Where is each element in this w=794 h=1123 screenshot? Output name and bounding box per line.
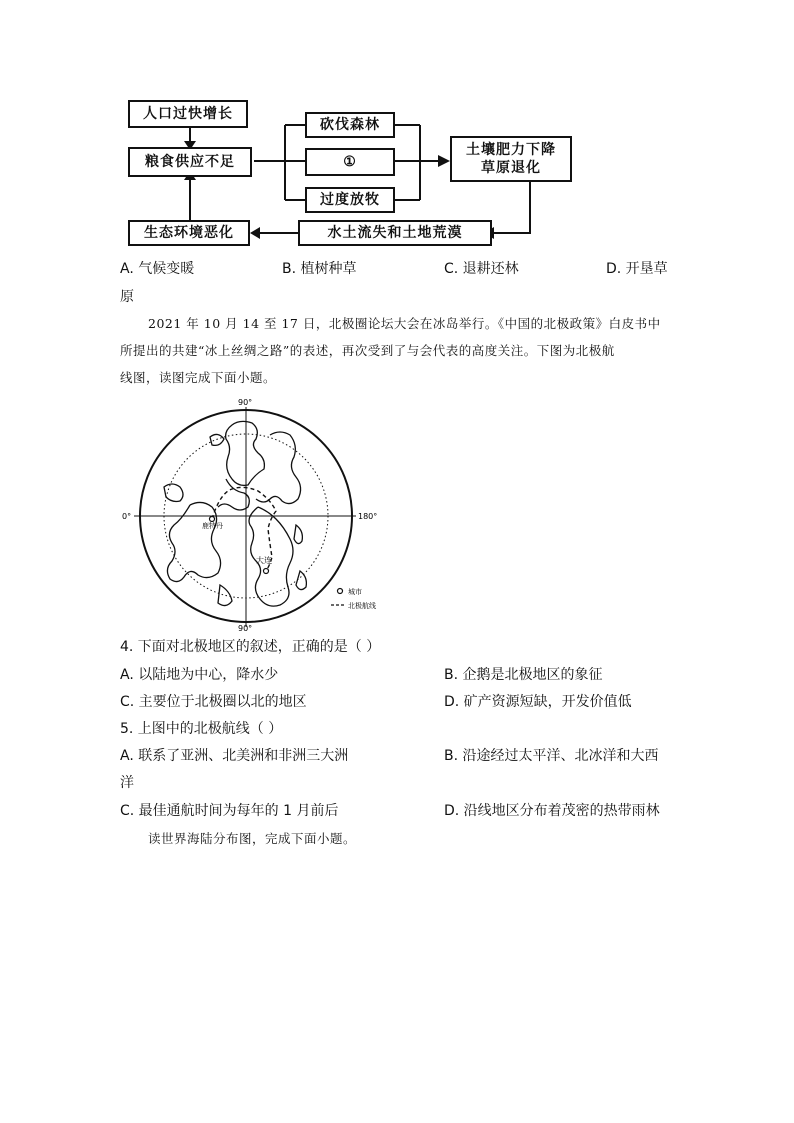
box-overgrazing: 过度放牧 [305, 187, 395, 213]
q3-option-d-cont: 原 [120, 289, 134, 305]
q3-option-d: D. 开垦草 [606, 261, 668, 277]
city-marker-dalian [264, 569, 269, 574]
box-soil-erosion: 水土流失和土地荒漠 [298, 220, 492, 246]
legend-city-icon [338, 589, 343, 594]
q5-option-b: B. 沿途经过太平洋、北冰洋和大西 [444, 748, 659, 764]
legend-route-label: 北极航线 [348, 602, 376, 610]
coastlines [164, 421, 306, 606]
label-right-degree: 180° [358, 512, 378, 521]
box-eco-deterioration: 生态环境恶化 [128, 220, 250, 246]
q4-option-b: B. 企鹅是北极地区的象征 [444, 667, 603, 683]
legend-city-label: 城市 [348, 588, 362, 596]
city-label-dalian: 大连 [256, 556, 272, 565]
box-blank-1: ① [305, 148, 395, 176]
next-instruction: 读世界海陆分布图，完成下面小题。 [148, 831, 357, 846]
q5-option-a: A. 联系了亚洲、北美洲和非洲三大洲 [120, 748, 349, 764]
label-bottom-degree: 90° [238, 624, 253, 633]
q3-option-a: A. 气候变暖 [120, 261, 195, 277]
box-food-shortage: 粮食供应不足 [128, 147, 252, 177]
box-population: 人口过快增长 [128, 100, 248, 128]
q4-option-a: A. 以陆地为中心，降水少 [120, 667, 279, 683]
label-top-degree: 90° [238, 398, 253, 407]
city-marker-rotterdam [210, 517, 215, 522]
q4-stem: 4. 下面对北极地区的叙述，正确的是（ ） [120, 639, 381, 655]
q3-option-b: B. 植树种草 [282, 261, 357, 277]
passage-line-2: 所提出的共建“冰上丝绸之路”的表述，再次受到了与会代表的高度关注。下图为北极航 [120, 343, 615, 358]
arctic-route-map [120, 395, 410, 635]
passage-line-3: 线图，读图完成下面小题。 [120, 370, 277, 385]
q5-option-d: D. 沿线地区分布着茂密的热带雨林 [444, 803, 660, 819]
q5-option-b-cont: 洋 [120, 775, 134, 791]
passage-line-1: 2021 年 10 月 14 至 17 日，北极圈论坛大会在冰岛举行。《中国的北极政策》白皮书中 [148, 316, 661, 331]
q3-option-c: C. 退耕还林 [444, 261, 519, 277]
q4-option-d: D. 矿产资源短缺，开发价值低 [444, 694, 632, 710]
box-deforestation: 砍伐森林 [305, 112, 395, 138]
q5-stem: 5. 上图中的北极航线（ ） [120, 721, 283, 737]
q4-option-c: C. 主要位于北极圈以北的地区 [120, 694, 307, 710]
box-soil-decline: 土壤肥力下降 草原退化 [450, 136, 572, 182]
city-label-rotterdam: 鹿特丹 [202, 522, 223, 530]
label-left-degree: 0° [122, 512, 132, 521]
q5-option-c: C. 最佳通航时间为每年的 1 月前后 [120, 803, 339, 819]
